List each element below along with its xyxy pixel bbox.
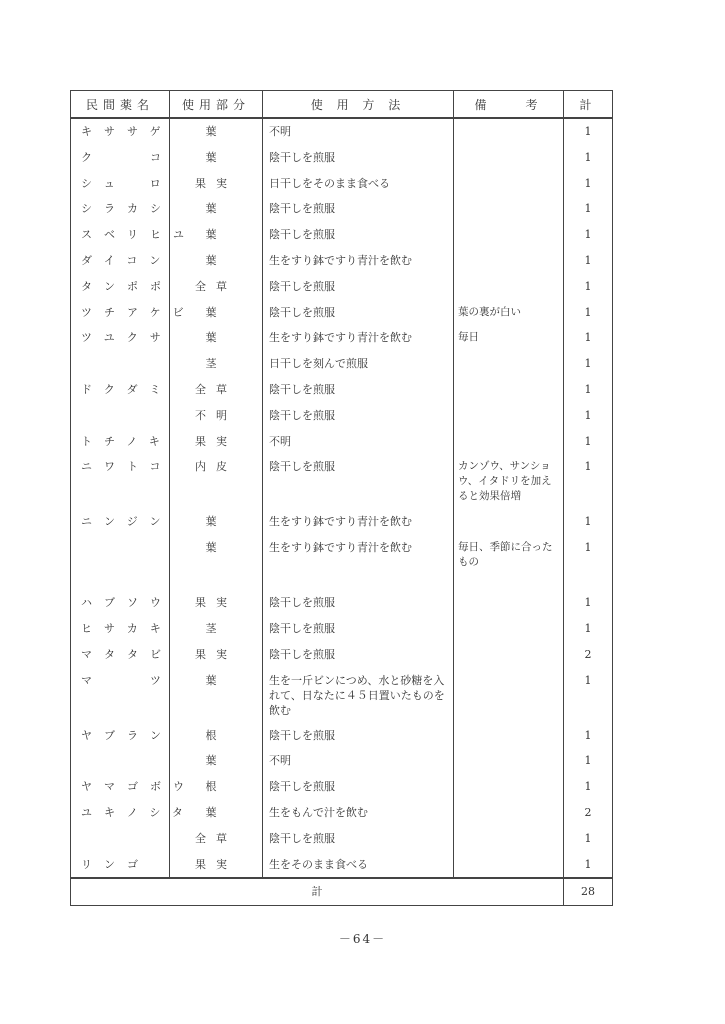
- table-row: [71, 118, 613, 145]
- method-text: 陰干しを煎服: [269, 150, 335, 164]
- cell-part: [170, 403, 263, 429]
- table-row: [71, 800, 613, 826]
- cell-name: [71, 118, 173, 145]
- total-label-cell: [71, 878, 564, 905]
- cell-note: [454, 535, 564, 590]
- cell-note: [454, 642, 564, 668]
- cell-note: [454, 668, 564, 723]
- count-text: 1: [584, 150, 592, 164]
- cell-name: [71, 300, 196, 326]
- cell-method: [263, 774, 454, 800]
- name-text: ユキノシタ: [81, 805, 195, 819]
- cell-count: [564, 509, 613, 535]
- cell-method: [263, 535, 454, 590]
- cell-count: [564, 118, 613, 145]
- cell-note: [454, 300, 564, 326]
- part-text: 葉: [205, 805, 227, 819]
- part-text: 葉: [205, 754, 227, 768]
- cell-method: [263, 118, 454, 145]
- cell-part: [170, 454, 263, 509]
- cell-count: [564, 171, 613, 197]
- table-row: [71, 171, 613, 197]
- count-text: 2: [584, 647, 592, 661]
- note-text: [458, 852, 559, 857]
- cell-name: [71, 774, 196, 800]
- name-text: ク コ: [81, 150, 173, 164]
- part-text: 葉: [205, 253, 227, 267]
- name-text: スベリヒユ: [81, 228, 196, 242]
- note-text: [458, 590, 559, 595]
- table-row: [71, 454, 613, 509]
- method-text: 不明: [269, 125, 291, 138]
- name-text: キササゲ: [81, 125, 173, 138]
- method-text: 生をそのまま食べる: [269, 857, 368, 871]
- part-text: 葉: [205, 228, 227, 242]
- part-text: 果実: [195, 176, 237, 190]
- cell-note: [454, 325, 564, 351]
- header-method: 使 用 方 法: [263, 91, 454, 119]
- name-text: シュ ロ: [81, 176, 173, 190]
- name-text: トチノキ: [81, 434, 172, 448]
- part-text: 全草: [195, 279, 237, 293]
- cell-name: [71, 800, 195, 826]
- part-text: 葉: [205, 331, 227, 345]
- cell-part: [170, 616, 263, 642]
- table-row: [71, 222, 613, 248]
- count-text: 1: [584, 331, 592, 345]
- cell-name: [71, 642, 173, 668]
- cell-method: [263, 351, 454, 377]
- cell-part: [170, 351, 263, 377]
- note-text: [458, 377, 559, 382]
- method-text: 陰干しを煎服: [269, 228, 335, 242]
- table-row: [71, 748, 613, 774]
- total-row: [71, 878, 613, 905]
- cell-method: [263, 852, 454, 879]
- method-text: 陰干しを煎服: [269, 305, 335, 319]
- part-text: 葉: [205, 541, 227, 555]
- count-text: 1: [584, 434, 592, 448]
- cell-part: [170, 723, 263, 749]
- cell-method: [263, 826, 454, 852]
- count-text: 1: [584, 382, 592, 396]
- cell-note: [454, 748, 564, 774]
- table-row: [71, 196, 613, 222]
- method-text: 生をすり鉢ですり青汁を飲む: [269, 515, 412, 529]
- cell-name: [71, 145, 173, 171]
- cell-count: [564, 248, 613, 274]
- medicinal-plants-table: [70, 90, 613, 906]
- part-text: 全草: [195, 831, 237, 845]
- cell-count: [564, 196, 613, 222]
- cell-note: [454, 145, 564, 171]
- cell-part: [170, 377, 263, 403]
- table-row: [71, 723, 613, 749]
- cell-part: [170, 118, 263, 145]
- note-text: [458, 403, 559, 408]
- cell-name: [71, 377, 173, 403]
- cell-note: [454, 274, 564, 300]
- name-text: [75, 748, 165, 753]
- part-text: 葉: [205, 305, 227, 319]
- method-text: 生をすり鉢ですり青汁を飲む: [269, 541, 412, 555]
- name-text: ヒサカキ: [81, 621, 173, 635]
- cell-part: [170, 826, 263, 852]
- part-text: 茎: [205, 621, 227, 635]
- count-text: 1: [584, 728, 592, 742]
- cell-method: [263, 403, 454, 429]
- name-text: ニンジン: [81, 515, 173, 529]
- part-text: 果実: [195, 647, 237, 661]
- cell-note: [454, 826, 564, 852]
- cell-count: [564, 748, 613, 774]
- cell-method: [263, 642, 454, 668]
- part-text: 内皮: [195, 460, 237, 474]
- count-text: 2: [584, 805, 592, 819]
- count-text: 1: [584, 515, 592, 529]
- cell-note: [454, 118, 564, 145]
- cell-part: [170, 509, 263, 535]
- cell-part: [170, 535, 263, 590]
- cell-count: [564, 852, 613, 879]
- cell-count: [564, 274, 613, 300]
- cell-method: [263, 248, 454, 274]
- count-text: 1: [584, 460, 592, 474]
- part-text: 葉: [205, 125, 227, 138]
- cell-name: [71, 171, 173, 197]
- cell-name: [71, 509, 173, 535]
- method-text: 陰干しを煎服: [269, 596, 335, 610]
- table-row: [71, 325, 613, 351]
- cell-part: [170, 668, 263, 723]
- method-text: 陰干しを煎服: [269, 831, 335, 845]
- cell-method: [263, 196, 454, 222]
- table-row: [71, 642, 613, 668]
- name-text: ヤブラン: [81, 728, 173, 742]
- method-text: 不明: [269, 754, 291, 768]
- cell-part: [170, 171, 263, 197]
- part-text: 全草: [195, 382, 237, 396]
- cell-part: [170, 248, 263, 274]
- count-text: 1: [584, 596, 592, 610]
- cell-count: [564, 668, 613, 723]
- cell-name: [71, 723, 173, 749]
- method-text: 陰干しを煎服: [269, 460, 335, 474]
- name-text: ヤマゴボウ: [81, 780, 196, 794]
- cell-part: [170, 145, 263, 171]
- note-text: [458, 826, 559, 831]
- part-text: 果実: [195, 857, 237, 871]
- cell-method: [263, 748, 454, 774]
- name-text: シラカシ: [81, 202, 173, 216]
- name-text: リンゴ: [81, 857, 150, 871]
- note-text: 葉の裏が白い: [458, 305, 521, 318]
- cell-count: [564, 222, 613, 248]
- cell-part: [170, 274, 263, 300]
- table-row: [71, 403, 613, 429]
- name-text: ハブソウ: [81, 596, 173, 610]
- cell-part: [170, 196, 263, 222]
- count-text: 1: [584, 621, 592, 635]
- note-text: 毎日: [458, 331, 479, 344]
- table-row: [71, 509, 613, 535]
- cell-method: [263, 429, 454, 455]
- cell-note: [454, 222, 564, 248]
- count-text: 1: [584, 202, 592, 216]
- cell-note: [454, 196, 564, 222]
- part-text: 葉: [205, 515, 227, 529]
- cell-name: [71, 590, 173, 616]
- table-row: [71, 300, 613, 326]
- cell-count: [564, 325, 613, 351]
- cell-name: [71, 351, 170, 377]
- method-text: 陰干しを煎服: [269, 621, 335, 635]
- count-text: 1: [584, 279, 592, 293]
- cell-name: [71, 248, 173, 274]
- cell-note: [454, 852, 564, 879]
- cell-part: [170, 429, 263, 455]
- count-text: 1: [584, 831, 592, 845]
- page-number: －64－: [338, 932, 387, 946]
- cell-name: [71, 826, 170, 852]
- part-text: 葉: [205, 202, 227, 216]
- cell-count: [564, 429, 613, 455]
- cell-method: [263, 325, 454, 351]
- table-row: [71, 145, 613, 171]
- note-text: [458, 509, 559, 514]
- note-text: [458, 774, 559, 779]
- total-label: 計: [311, 885, 323, 899]
- cell-part: [170, 642, 263, 668]
- name-text: [75, 826, 165, 831]
- table-row: [71, 274, 613, 300]
- method-text: 不明: [269, 434, 291, 448]
- cell-count: [564, 535, 613, 590]
- table-row: [71, 774, 613, 800]
- cell-part: [170, 852, 263, 879]
- name-text: ニワトコ: [81, 460, 173, 474]
- cell-note: [454, 454, 564, 509]
- count-text: 1: [584, 176, 592, 190]
- cell-count: [564, 590, 613, 616]
- name-text: マタタビ: [81, 647, 173, 661]
- cell-name: [71, 274, 173, 300]
- note-text: [458, 429, 559, 434]
- cell-method: [263, 145, 454, 171]
- cell-count: [564, 454, 613, 509]
- table-row: [71, 668, 613, 723]
- cell-part: [170, 590, 263, 616]
- cell-count: [564, 642, 613, 668]
- cell-name: [71, 222, 196, 248]
- name-text: マ ツ: [81, 673, 173, 687]
- cell-name: [71, 535, 170, 590]
- note-text: [458, 748, 559, 753]
- table-row: [71, 852, 613, 879]
- table-row: [71, 248, 613, 274]
- part-text: 葉: [205, 150, 227, 164]
- cell-method: [263, 300, 454, 326]
- note-text: [458, 145, 559, 150]
- cell-note: [454, 774, 564, 800]
- name-text: ツユクサ: [81, 331, 173, 345]
- table-row: [71, 590, 613, 616]
- cell-part: [170, 748, 263, 774]
- table-row: [71, 826, 613, 852]
- name-text: [75, 535, 165, 540]
- cell-count: [564, 377, 613, 403]
- cell-method: [263, 590, 454, 616]
- note-text: [458, 351, 559, 356]
- count-text: 1: [584, 253, 592, 267]
- method-text: 陰干しを煎服: [269, 780, 335, 794]
- note-text: [458, 668, 559, 673]
- method-text: 陰干しを煎服: [269, 279, 335, 293]
- cell-count: [564, 616, 613, 642]
- method-text: 日干しをそのまま食べる: [269, 176, 390, 190]
- method-text: 生をもんで汁を飲む: [269, 805, 368, 819]
- header-name: 民間薬名: [71, 91, 170, 119]
- note-text: [458, 171, 559, 176]
- cell-count: [564, 800, 613, 826]
- part-text: 根: [205, 780, 227, 794]
- name-text: ドクダミ: [81, 382, 173, 396]
- cell-method: [263, 274, 454, 300]
- cell-count: [564, 403, 613, 429]
- method-text: 生を一斤ビンにつめ、水と砂糖を入れて、日なたに４５日置いたものを飲む: [269, 673, 445, 717]
- cell-note: [454, 351, 564, 377]
- method-text: 陰干しを煎服: [269, 202, 335, 216]
- cell-note: [454, 171, 564, 197]
- cell-name: [71, 852, 170, 879]
- note-text: [458, 723, 559, 728]
- note-text: [458, 274, 559, 279]
- part-text: 茎: [205, 357, 227, 371]
- cell-name: [71, 454, 173, 509]
- count-text: 1: [584, 305, 592, 319]
- header-row: [71, 91, 613, 119]
- cell-method: [263, 171, 454, 197]
- cell-name: [71, 429, 170, 455]
- cell-name: [71, 403, 170, 429]
- total-value-cell: [564, 878, 613, 905]
- note-text: [458, 642, 559, 647]
- table-row: [71, 535, 613, 590]
- cell-method: [263, 616, 454, 642]
- cell-name: [71, 668, 173, 723]
- name-text: [75, 403, 165, 408]
- note-text: [458, 800, 559, 805]
- part-text: 根: [205, 728, 227, 742]
- cell-method: [263, 723, 454, 749]
- cell-name: [71, 748, 170, 774]
- table-row: [71, 429, 613, 455]
- table-row: [71, 377, 613, 403]
- cell-method: [263, 454, 454, 509]
- cell-count: [564, 300, 613, 326]
- cell-note: [454, 429, 564, 455]
- name-text: ツチアケビ: [81, 305, 196, 319]
- cell-method: [263, 509, 454, 535]
- table-row: [71, 351, 613, 377]
- cell-count: [564, 145, 613, 171]
- cell-count: [564, 774, 613, 800]
- note-text: [458, 119, 559, 124]
- cell-count: [564, 351, 613, 377]
- note-text: [458, 196, 559, 201]
- count-text: 1: [584, 673, 592, 687]
- note-text: [458, 248, 559, 253]
- count-text: 1: [584, 357, 592, 371]
- part-text: 不明: [195, 408, 237, 422]
- count-text: 1: [584, 754, 592, 768]
- method-text: 日干しを刻んで煎服: [269, 357, 368, 371]
- header-count: 計: [564, 91, 613, 119]
- count-text: 1: [584, 857, 592, 871]
- count-text: 1: [584, 408, 592, 422]
- cell-name: [71, 325, 173, 351]
- header-part: 使用部分: [170, 91, 263, 119]
- note-text: 毎日、季節に合ったもの: [458, 541, 553, 569]
- name-text: [75, 351, 165, 356]
- cell-method: [263, 222, 454, 248]
- method-text: 生をすり鉢ですり青汁を飲む: [269, 331, 412, 345]
- part-text: 果実: [195, 434, 237, 448]
- cell-name: [71, 616, 173, 642]
- method-text: 陰干しを煎服: [269, 382, 335, 396]
- method-text: 陰干しを煎服: [269, 408, 335, 422]
- cell-note: [454, 590, 564, 616]
- cell-method: [263, 377, 454, 403]
- cell-note: [454, 377, 564, 403]
- method-text: 陰干しを煎服: [269, 728, 335, 742]
- count-text: 1: [584, 780, 592, 794]
- cell-count: [564, 826, 613, 852]
- cell-note: [454, 616, 564, 642]
- cell-note: [454, 248, 564, 274]
- cell-count: [564, 723, 613, 749]
- total-value: 28: [581, 885, 595, 899]
- cell-note: [454, 723, 564, 749]
- name-text: タンポポ: [81, 279, 173, 293]
- count-text: 1: [584, 125, 592, 138]
- part-text: 葉: [205, 673, 227, 687]
- cell-note: [454, 509, 564, 535]
- table-row: [71, 616, 613, 642]
- cell-method: [263, 800, 454, 826]
- method-text: 生をすり鉢ですり青汁を飲む: [269, 253, 412, 267]
- method-text: 陰干しを煎服: [269, 647, 335, 661]
- note-text: [458, 222, 559, 227]
- cell-method: [263, 668, 454, 723]
- cell-note: [454, 800, 564, 826]
- note-text: カンゾウ、サンショウ、イタドリを加えると効果倍増: [458, 460, 552, 503]
- name-text: ダイコン: [81, 253, 173, 267]
- count-text: 1: [584, 228, 592, 242]
- header-note: 備 考: [454, 91, 564, 119]
- count-text: 1: [584, 541, 592, 555]
- cell-part: [170, 325, 263, 351]
- cell-name: [71, 196, 173, 222]
- part-text: 果実: [195, 596, 237, 610]
- cell-note: [454, 403, 564, 429]
- note-text: [458, 616, 559, 621]
